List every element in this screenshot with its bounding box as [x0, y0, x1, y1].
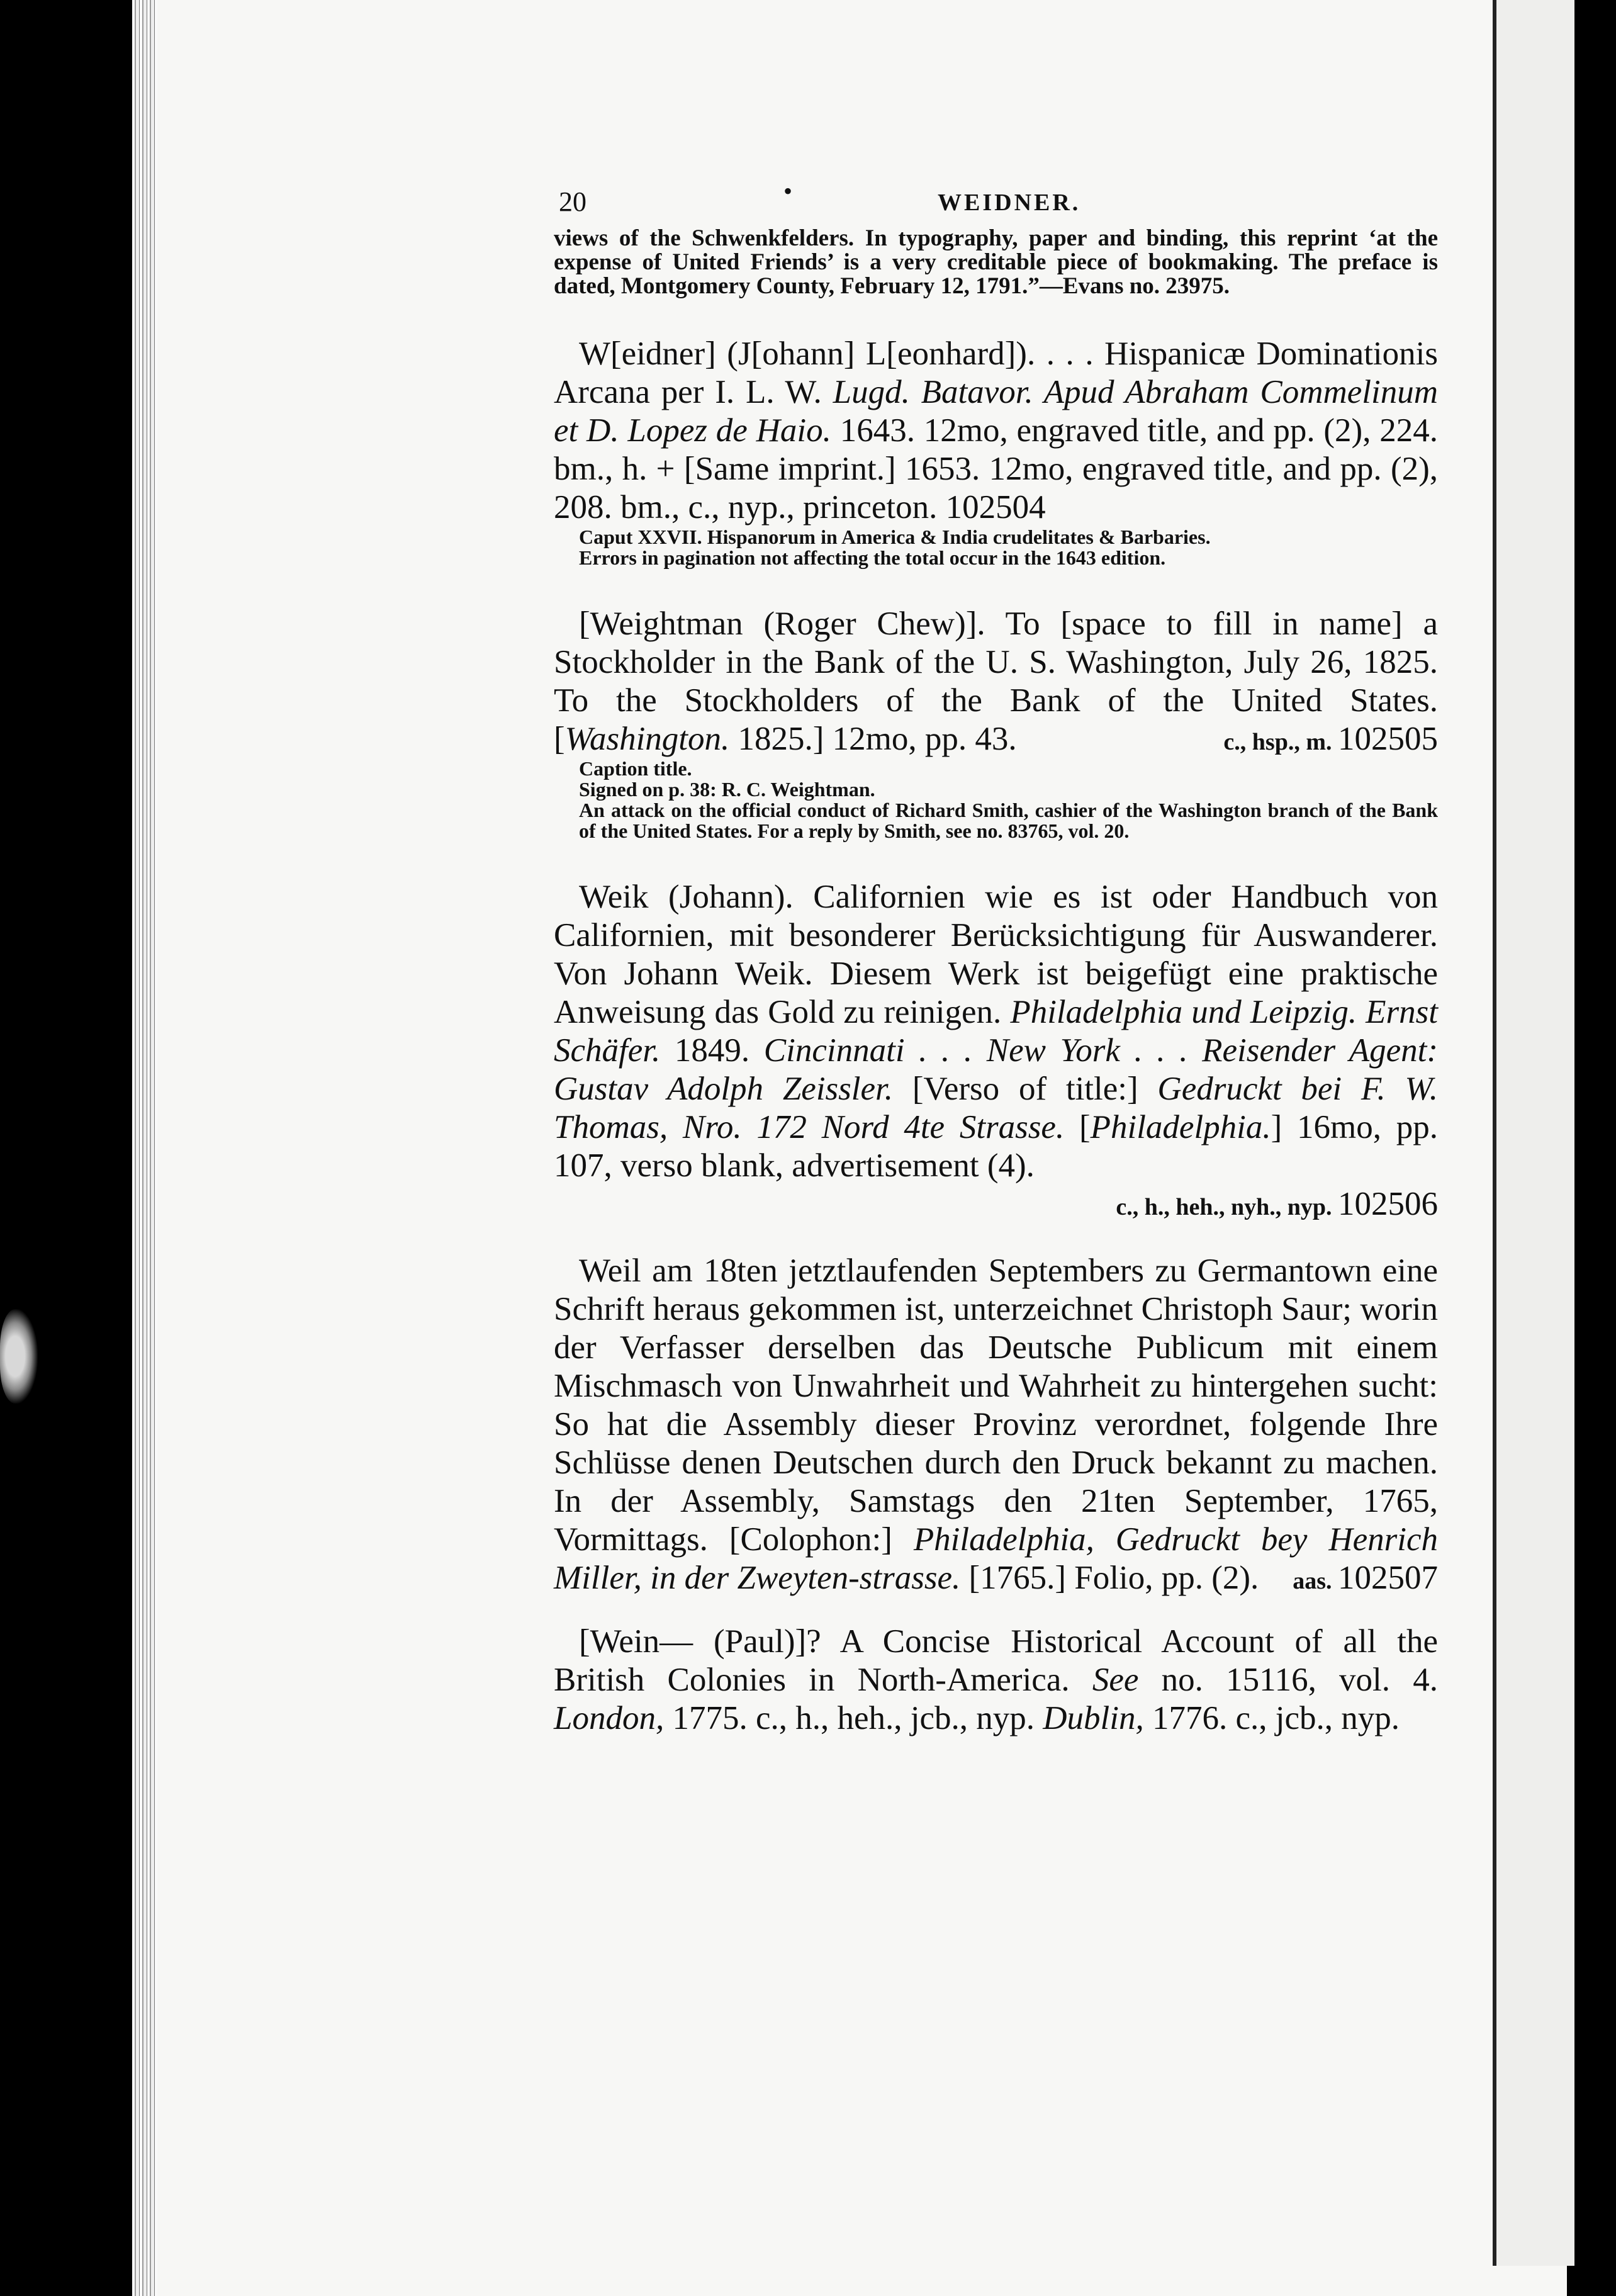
entry-number: 102505 — [1338, 721, 1438, 757]
entry-note: An attack on the official conduct of Richard Smith, cashier of the Washington branch of the Bank of the United States. For a reply by Smith, see no. 83765, vol. 20. — [579, 799, 1438, 842]
entry-number-block — [1267, 1559, 1438, 1601]
entry-note: Caption title. — [579, 757, 692, 780]
entry-note: Signed on p. 38: R. C. Weightman. — [579, 778, 875, 801]
entry-locations: aas. — [1293, 1568, 1338, 1594]
entry-details: 1776. c., jcb., nyp. — [1143, 1700, 1400, 1736]
entry-note: Errors in pagination not affecting the total occur in the 1643 edition. — [579, 546, 1166, 569]
entry-details: [1765.] Folio, pp. (2). — [960, 1560, 1259, 1596]
entry-details: ] 16mo, pp. 107, verso blank, advertisement (4). — [554, 1109, 1438, 1184]
continuation-note: views of the Schwenkfelders. In typography, paper and binding, this reprint ‘at the expense of United Friends’ is a very creditable piece of bookmaking. The preface is dated, Montgomery County, February 12, 1791.”—Evans no. 23975. — [554, 225, 1438, 299]
entry-imprint: Lugd. Batavor. Apud Abraham Commelinum et D. Lopez de Haio. — [554, 374, 1439, 449]
entry-number: 102504 — [945, 489, 1046, 526]
entry-locations: c., hsp., m. — [1223, 729, 1338, 755]
entry-102505 — [554, 605, 1438, 758]
entry-number-block — [1198, 720, 1438, 762]
entry-102506 — [554, 878, 1438, 1185]
running-header — [554, 170, 1438, 227]
entry-see: See — [1092, 1662, 1139, 1698]
entry-number: 102506 — [1338, 1186, 1438, 1222]
running-head: WEIDNER. — [938, 189, 1081, 216]
entry-details: 1775. c., h., heh., jcb., nyp. — [664, 1700, 1043, 1736]
entry-details: 1643. 12mo, engraved title, and pp. (2), 224. bm., h. + [Same imprint.] 1653. 12mo, engraved title, and pp. (2), 208. bm., c., nyp., princeton. — [554, 412, 1438, 526]
entry-lead: Weil am 18ten jetztlaufenden Septembers zu Germantown eine Schrift heraus gekommen ist, unterzeichnet Christoph Saur; worin der Verfasser derselben das Deutsche Publicum mit einem Mischmasch von Unwahrheit und Wahrheit zu hintergehen sucht: So hat die Assembly dieser Provinz verordnet, folgende Ihre Schlüsse denen Deutschen durch den Druck bekannt zu machen. In der Assembly, Samstags den 21ten September, 1765, Vormittags. [Colophon:] — [554, 1252, 1438, 1558]
page-number: 20 — [559, 186, 586, 217]
entry-wein — [554, 1623, 1438, 1738]
entry-number: 102507 — [1338, 1560, 1438, 1596]
entry-lead: W[eidner] (J[ohann] L[eonhard]). . . . Hispanicæ Dominationis Arcana per I. L. W. — [554, 335, 1438, 410]
entry-locations: c., h., heh., nyh., nyp. — [1116, 1194, 1338, 1220]
entry-details: [ — [1064, 1109, 1091, 1145]
entry-102507 — [554, 1252, 1438, 1597]
entry-imprint: Philadelphia und Leipzig. Ernst Schäfer. — [554, 994, 1438, 1069]
facing-page-edge — [1493, 0, 1574, 2266]
entry-102504 — [554, 335, 1438, 527]
entry-lead: Weik (Johann). Californien wie es ist oder Handbuch von Californien, mit besonderer Berücksichtigung für Auswanderer. Von Johann Weik. Diesem Werk ist beigefügt eine praktische Anweisung das Gold zu reinigen. — [554, 879, 1438, 1030]
entry-place: London, — [554, 1700, 665, 1736]
entry-lead: [Wein— (Paul)]? A Concise Historical Account of all the British Colonies in North-America. — [554, 1623, 1438, 1698]
entry-details: [Verso of title:] — [893, 1071, 1158, 1107]
entry-note: Caput XXVII. Hispanorum in America & India crudelitates & Barbaries. — [579, 526, 1211, 548]
entry-place: Dublin, — [1043, 1700, 1144, 1736]
entry-imprint: Philadelphia, Gedruckt bey Henrich Miller, in der Zweyten-strasse. — [554, 1521, 1438, 1596]
entry-place: Philadelphia. — [1090, 1109, 1271, 1145]
entry-details: no. 15116, vol. 4. — [1138, 1662, 1438, 1698]
entry-imprint: Cincinnati . . . New York . . . Reisender Agent: Gustav Adolph Zeissler. — [554, 1032, 1439, 1107]
entry-lead: [Weightman (Roger Chew)]. To [space to fill in name] a Stockholder in the Bank of the U. S. Washington, July 26, 1825. To the Stockholders of the Bank of the United States. [ — [554, 605, 1438, 757]
header-dot: • — [783, 177, 793, 205]
page-blemish — [0, 1309, 38, 1404]
entry-details: 1849. — [660, 1032, 764, 1069]
entry-imprint: Gedruckt bei F. W. Thomas, Nro. 172 Nord 4te Strasse. — [554, 1071, 1438, 1145]
entry-number-line — [554, 1185, 1438, 1227]
entry-details: 1825.] 12mo, pp. 43. — [729, 721, 1017, 757]
page-content — [554, 170, 1438, 1738]
entry-place: Washington. — [564, 721, 730, 757]
